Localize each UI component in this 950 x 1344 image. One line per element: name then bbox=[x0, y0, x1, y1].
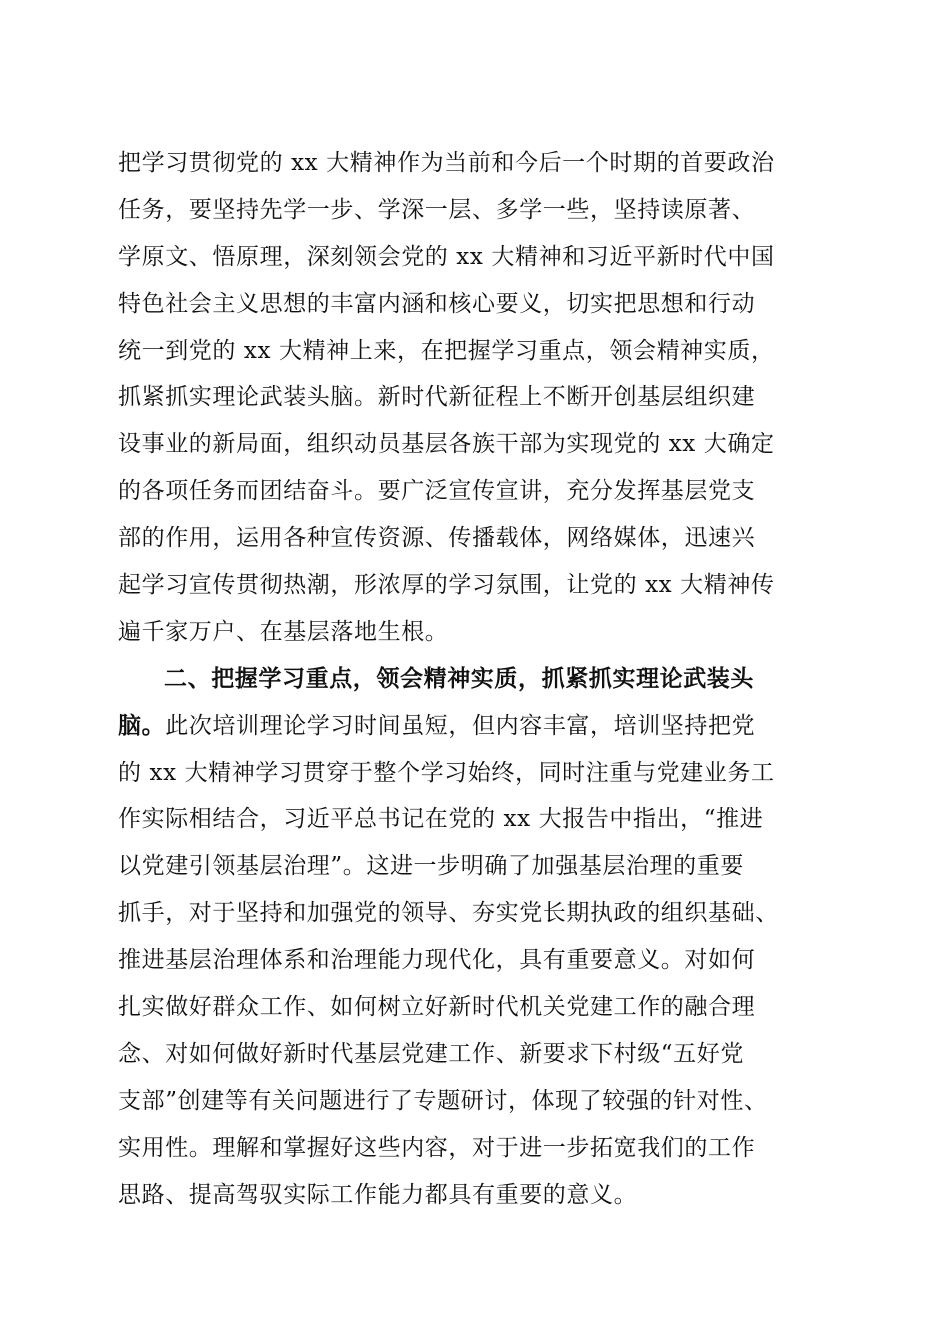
paragraph-2-line-1 bbox=[118, 703, 838, 750]
paragraph-1-line-1: 把学习贯彻党的 xx 大精神作为当前和今后一个时期的首要政治 bbox=[118, 150, 775, 176]
paragraph-2-line-2: 的 xx 大精神学习贯穿于整个学习始终，同时注重与党建业务工 bbox=[118, 759, 775, 786]
paragraph-2-line-8: 念、对如何做好新时代基层党建工作、新要求下村级“五好党 bbox=[118, 1040, 744, 1067]
paragraph-2-line-9: 支部”创建等有关问题进行了专题研讨，体现了较强的针对性、 bbox=[118, 1087, 768, 1114]
paragraph-1-line-4: 特色社会主义思想的丰富内涵和核心要义，切实把思想和行动 bbox=[118, 290, 756, 317]
paragraph-2-line-6: 推进基层治理体系和治理能力现代化，具有重要意义。对如何 bbox=[118, 947, 756, 974]
paragraph-1-line-5: 统一到党的 xx 大精神上来，在把握学习重点，领会精神实质， bbox=[118, 337, 775, 364]
document-body bbox=[118, 140, 838, 1218]
paragraph-2-line-7: 扎实做好群众工作、如何树立好新时代机关党建工作的融合理 bbox=[118, 994, 756, 1021]
paragraph-2-line-1-text: 此次培训理论学习时间虽短，但内容丰富，培训坚持把党 bbox=[165, 712, 756, 739]
section-heading-end: 脑。 bbox=[118, 712, 166, 739]
paragraph-1-line-11: 遍千家万户、在基层落地生根。 bbox=[118, 618, 449, 645]
paragraph-2-line-3: 作实际相结合，习近平总书记在党的 xx 大报告中指出，“推进 bbox=[118, 806, 764, 833]
paragraph-2-line-10: 实用性。理解和掌握好这些内容，对于进一步拓宽我们的工作 bbox=[118, 1134, 756, 1161]
paragraph-2-line-5: 抓手，对于坚持和加强党的领导、夯实党长期执政的组织基础、 bbox=[118, 900, 779, 927]
paragraph-2-line-11: 思路、提高驾驭实际工作能力都具有重要的意义。 bbox=[118, 1181, 638, 1208]
paragraph-1-line-7: 设事业的新局面，组织动员基层各族干部为实现党的 xx 大确定 bbox=[118, 431, 775, 458]
paragraph-1-line-9: 部的作用，运用各种宣传资源、传播载体，网络媒体，迅速兴 bbox=[118, 525, 756, 552]
paragraph-1-line-6: 抓紧抓实理论武装头脑。新时代新征程上不断开创基层组织建 bbox=[118, 384, 756, 411]
section-heading-line-1: 二、把握学习重点，领会精神实质，抓紧抓实理论武装头 bbox=[164, 665, 754, 692]
paragraph-1-line-2: 任务，要坚持先学一步、学深一层、多学一些，坚持读原著、 bbox=[118, 196, 756, 223]
paragraph-2-line-4: 以党建引领基层治理”。这进一步明确了加强基层治理的重要 bbox=[118, 853, 744, 880]
paragraph-1-line-10: 起学习宣传贯彻热潮，形浓厚的学习氛围，让党的 xx 大精神传 bbox=[118, 572, 775, 599]
paragraph-1-line-8: 的各项任务而团结奋斗。要广泛宣传宣讲，充分发挥基层党支 bbox=[118, 478, 756, 505]
paragraph-1-line-3: 学原文、悟原理，深刻领会党的 xx 大精神和习近平新时代中国 bbox=[118, 243, 775, 270]
